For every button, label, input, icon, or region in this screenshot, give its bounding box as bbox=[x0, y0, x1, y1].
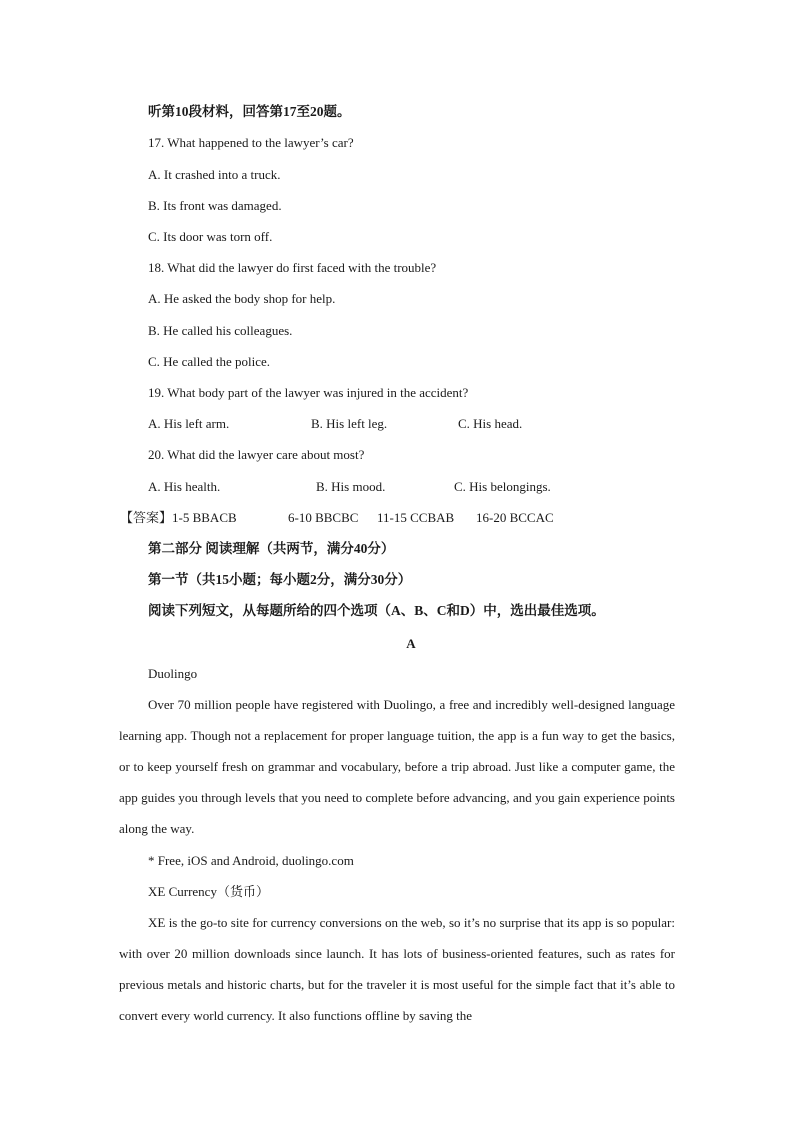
question-18-option-a: A. He asked the body shop for help. bbox=[148, 291, 336, 306]
part2-section1-title: 第一节（共15小题；每小题2分，满分30分） bbox=[148, 572, 412, 587]
question-17-option-c: C. Its door was torn off. bbox=[148, 229, 273, 244]
answer-group: 16-20 BCCAC bbox=[476, 510, 554, 525]
part2-title: 第二部分 阅读理解（共两节，满分40分） bbox=[148, 541, 395, 556]
answer-group: 11-15 CCBAB bbox=[377, 510, 455, 525]
app1-note: * Free, iOS and Android, duolingo.com bbox=[148, 853, 354, 868]
answer-key-row bbox=[120, 510, 237, 526]
app2-paragraph: XE is the go-to site for currency conversions on the web, so it’s no surprise that its app is so popular: with over 20 million downloads since launch. It has lots of business-oriented features, such as rates for previous metals and historic charts, but for the traveler it is most useful for the simple fact that it’s able to convert every world currency. It also functions offline by saving the bbox=[119, 915, 675, 1023]
question-18-option-c: C. He called the police. bbox=[148, 354, 271, 369]
question-20-option-a: A. His health. bbox=[148, 479, 221, 494]
listening-section-header: 听第10段材料，回答第17至20题。 bbox=[148, 104, 351, 119]
app1-paragraph: Over 70 million people have registered with Duolingo, a free and incredibly well-designed language learning app. Though not a replacement for proper language tuition, the app is a fun way to get the basics, or to keep yourself fresh on grammar and vocabulary, before a trip abroad. Just like a computer game, the app guides you through levels that you need to complete before advancing, and you gain experience points along the way. bbox=[119, 697, 675, 836]
part2-instruction: 阅读下列短文，从每题所给的四个选项（A、B、C和D）中，选出最佳选项。 bbox=[148, 603, 605, 618]
question-18-stem: 18. What did the lawyer do first faced with the trouble? bbox=[148, 260, 437, 275]
question-20-option-b: B. His mood. bbox=[316, 479, 386, 494]
question-19-option-b: B. His left leg. bbox=[311, 416, 388, 431]
question-19-options-row bbox=[148, 416, 229, 432]
app1-title: Duolingo bbox=[148, 666, 198, 681]
question-17-option-b: B. Its front was damaged. bbox=[148, 198, 282, 213]
question-19-stem: 19. What body part of the lawyer was injured in the accident? bbox=[148, 385, 469, 400]
app2-title: XE Currency（货币） bbox=[148, 884, 269, 899]
question-20-stem: 20. What did the lawyer care about most? bbox=[148, 447, 365, 462]
question-19-option-c: C. His head. bbox=[458, 416, 523, 431]
question-19-option-a: A. His left arm. bbox=[148, 416, 230, 431]
answer-key-label: 【答案】 bbox=[120, 510, 173, 525]
question-17-option-a: A. It crashed into a truck. bbox=[148, 167, 281, 182]
question-17-stem: 17. What happened to the lawyer’s car? bbox=[148, 135, 354, 150]
answer-group: 6-10 BBCBC bbox=[288, 510, 359, 525]
question-18-option-b: B. He called his colleagues. bbox=[148, 323, 293, 338]
passage-label: A bbox=[406, 636, 416, 651]
answer-group: 1-5 BBACB bbox=[172, 510, 237, 525]
question-20-option-c: C. His belongings. bbox=[454, 479, 551, 494]
